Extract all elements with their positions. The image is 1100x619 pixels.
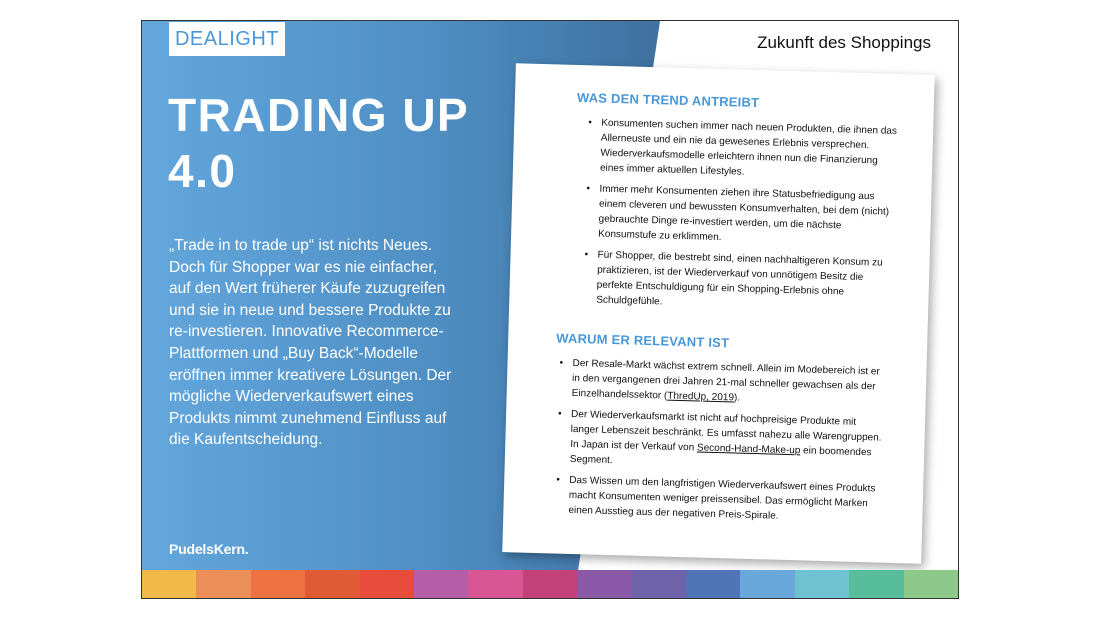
color-stripe xyxy=(577,570,631,598)
color-stripe xyxy=(360,570,414,598)
bullet-text: ). xyxy=(733,392,741,404)
section-title-relevance: WARUM ER RELEVANT IST xyxy=(556,330,730,351)
list-item: • Für Shopper, die bestrebt sind, einen nachhaltigeren Konsum zu praktizieren, ist der Wiederverkauf von unnötigem Besitz die perfekte Entschuldigung für ein Shopping-Erlebnis ohne Schuldgefühle. xyxy=(581,247,899,316)
color-stripe xyxy=(523,570,577,598)
bullet-text: ein boomendes Segment. xyxy=(569,445,872,467)
list-item: • Immer mehr Konsumenten ziehen ihre Statusbefriedigung aus einem cleveren und bewussten Konsumverhalten, bei dem (nicht) gebrauchte Dinge re-investiert werden, um die nächste Konsumstufe zu erklimmen. xyxy=(583,181,901,250)
pudelskern-logo: PudelsKern. xyxy=(169,541,249,557)
color-stripe xyxy=(142,570,196,598)
list-item: • Konsumenten suchen immer nach neuen Produkten, die ihnen das Allerneuste und ein nie da gewesenes Erlebnis versprechen. Wiederverkaufsmodelle erleichtern ihnen nun die Finanzierung eines immer aktuellen Lifestyles. xyxy=(585,115,903,184)
info-card xyxy=(502,63,934,564)
color-stripe xyxy=(904,570,958,598)
thredup-link[interactable]: ThredUp, 2019 xyxy=(667,390,735,404)
list-item xyxy=(555,407,887,476)
relevance-list xyxy=(553,356,888,533)
color-stripe xyxy=(795,570,849,598)
color-stripe xyxy=(632,570,686,598)
intro-text: „Trade in to trade up“ ist nichts Neues. Doch für Shopper war es nie einfacher, auf den Wert früherer Käufe zuzugreifen und sie in neue und bessere Produkte zu re-investieren. Innovative Recommerce-Plattformen und „Buy Back“-Modelle eröffnen immer kreativere Lösungen. Der mögliche Wiederverkaufswert eines Produkts nimmt zunehmend Einfluss auf die Kaufentscheidung. xyxy=(169,237,452,449)
color-stripe xyxy=(468,570,522,598)
headline-line-1: TRADING UP xyxy=(168,89,470,141)
section-title-drivers: WAS DEN TREND ANTREIBT xyxy=(576,89,760,111)
makeup-link[interactable]: Second-Hand-Make-up xyxy=(696,442,801,457)
color-stripe xyxy=(196,570,250,598)
color-stripe-bar xyxy=(142,570,958,598)
list-item: • Das Wissen um den langfristigen Wiederverkaufswert eines Produkts macht Konsumenten weniger preissensibel. Das ermöglicht Marken einen Ausstieg aus der negativen Preis-Spirale. xyxy=(553,472,884,526)
list-item xyxy=(557,356,888,410)
bullet-text: Der Resale-Markt wächst extrem schnell. Allein im Modebereich ist er in den vergangenen drei Jahren 21-mal schneller gewachsen als der Einzelhandelssektor ( xyxy=(571,357,880,402)
color-stripe xyxy=(251,570,305,598)
bullet-text: Der Wiederverkaufsmarkt ist nicht auf hochpreisige Produkte mit langer Lebenszeit beschränkt. Es umfasst nahezu alle Warengruppen. In Japan ist der Verkauf von xyxy=(570,408,882,454)
color-stripe xyxy=(686,570,740,598)
headline xyxy=(168,87,469,199)
drivers-list xyxy=(581,115,902,322)
color-stripe xyxy=(740,570,794,598)
color-stripe xyxy=(849,570,903,598)
headline-line-2: 4.0 xyxy=(168,145,237,197)
category-title: Zukunft des Shoppings xyxy=(757,33,931,52)
brand-label: DEALIGHT xyxy=(169,22,285,56)
color-stripe xyxy=(414,570,468,598)
slide xyxy=(141,20,959,599)
color-stripe xyxy=(305,570,359,598)
